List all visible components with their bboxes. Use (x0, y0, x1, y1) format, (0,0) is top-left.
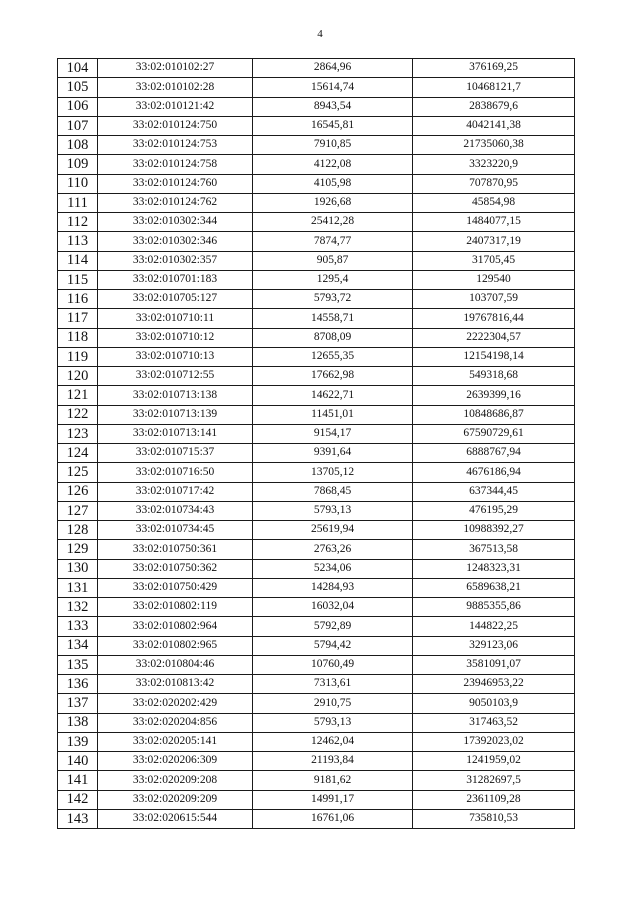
area-cell: 5792,89 (253, 617, 413, 636)
row-number-cell: 133 (58, 617, 98, 636)
value-cell: 144822,25 (413, 617, 575, 636)
cadastral-number-cell: 33:02:010124:750 (98, 116, 253, 135)
area-cell: 7313,61 (253, 675, 413, 694)
table-row (58, 521, 575, 540)
row-number-cell: 136 (58, 675, 98, 694)
row-number-cell: 129 (58, 540, 98, 559)
area-cell: 12655,35 (253, 347, 413, 366)
table-row (58, 116, 575, 135)
table-row (58, 309, 575, 328)
table-row (58, 59, 575, 78)
row-number-cell: 135 (58, 655, 98, 674)
value-cell: 1248323,31 (413, 559, 575, 578)
value-cell: 17392023,02 (413, 732, 575, 751)
cadastral-number-cell: 33:02:010734:43 (98, 501, 253, 520)
table-row (58, 424, 575, 443)
area-cell: 7910,85 (253, 136, 413, 155)
value-cell: 549318,68 (413, 367, 575, 386)
value-cell: 376169,25 (413, 59, 575, 78)
area-cell: 16761,06 (253, 809, 413, 828)
cadastral-number-cell: 33:02:010713:139 (98, 405, 253, 424)
row-number-cell: 127 (58, 501, 98, 520)
cadastral-number-cell: 33:02:010750:361 (98, 540, 253, 559)
area-cell: 12462,04 (253, 732, 413, 751)
value-cell: 707870,95 (413, 174, 575, 193)
row-number-cell: 114 (58, 251, 98, 270)
table-row (58, 97, 575, 116)
cadastral-number-cell: 33:02:010102:28 (98, 78, 253, 97)
row-number-cell: 107 (58, 116, 98, 135)
cadastral-number-cell: 33:02:010121:42 (98, 97, 253, 116)
cadastral-number-cell: 33:02:010102:27 (98, 59, 253, 78)
value-cell: 12154198,14 (413, 347, 575, 366)
value-cell: 9885355,86 (413, 598, 575, 617)
cadastral-number-cell: 33:02:010804:46 (98, 655, 253, 674)
cadastral-number-cell: 33:02:010124:760 (98, 174, 253, 193)
cadastral-number-cell: 33:02:010715:37 (98, 444, 253, 463)
area-cell: 14558,71 (253, 309, 413, 328)
row-number-cell: 141 (58, 771, 98, 790)
area-cell: 9181,62 (253, 771, 413, 790)
cadastral-number-cell: 33:02:010813:42 (98, 675, 253, 694)
cadastral-number-cell: 33:02:020615:544 (98, 809, 253, 828)
page-number: 4 (317, 28, 323, 40)
area-cell: 1295,4 (253, 270, 413, 289)
table-row (58, 617, 575, 636)
value-cell: 6888767,94 (413, 444, 575, 463)
cadastral-number-cell: 33:02:010717:42 (98, 482, 253, 501)
row-number-cell: 130 (58, 559, 98, 578)
row-number-cell: 124 (58, 444, 98, 463)
value-cell: 129540 (413, 270, 575, 289)
cadastral-number-cell: 33:02:010802:119 (98, 598, 253, 617)
row-number-cell: 139 (58, 732, 98, 751)
area-cell: 11451,01 (253, 405, 413, 424)
table-row (58, 578, 575, 597)
area-cell: 2763,26 (253, 540, 413, 559)
row-number-cell: 132 (58, 598, 98, 617)
cadastral-number-cell: 33:02:010710:12 (98, 328, 253, 347)
table-row (58, 598, 575, 617)
table-row (58, 732, 575, 751)
table-row (58, 78, 575, 97)
table-row (58, 655, 575, 674)
table-body (58, 59, 575, 829)
table-row (58, 444, 575, 463)
value-cell: 21735060,38 (413, 136, 575, 155)
area-cell: 7868,45 (253, 482, 413, 501)
cadastral-number-cell: 33:02:010750:362 (98, 559, 253, 578)
value-cell: 2222304,57 (413, 328, 575, 347)
table-row (58, 251, 575, 270)
area-cell: 5793,13 (253, 501, 413, 520)
table-row (58, 463, 575, 482)
table-row (58, 694, 575, 713)
row-number-cell: 121 (58, 386, 98, 405)
cadastral-number-cell: 33:02:010124:762 (98, 193, 253, 212)
table-row (58, 405, 575, 424)
table-row (58, 809, 575, 828)
cadastral-number-cell: 33:02:020206:309 (98, 752, 253, 771)
cadastral-number-cell: 33:02:010705:127 (98, 290, 253, 309)
value-cell: 31282697,5 (413, 771, 575, 790)
table-row (58, 193, 575, 212)
row-number-cell: 111 (58, 193, 98, 212)
table-row (58, 386, 575, 405)
cadastral-number-cell: 33:02:010712:55 (98, 367, 253, 386)
value-cell: 9050103,9 (413, 694, 575, 713)
cadastral-number-cell: 33:02:020204:856 (98, 713, 253, 732)
value-cell: 329123,06 (413, 636, 575, 655)
area-cell: 8708,09 (253, 328, 413, 347)
table-row (58, 713, 575, 732)
area-cell: 15614,74 (253, 78, 413, 97)
value-cell: 2361109,28 (413, 790, 575, 809)
value-cell: 4676186,94 (413, 463, 575, 482)
value-cell: 31705,45 (413, 251, 575, 270)
value-cell: 2838679,6 (413, 97, 575, 116)
table-row (58, 347, 575, 366)
table-row (58, 290, 575, 309)
row-number-cell: 125 (58, 463, 98, 482)
area-cell: 1926,68 (253, 193, 413, 212)
row-number-cell: 128 (58, 521, 98, 540)
cadastral-number-cell: 33:02:020209:209 (98, 790, 253, 809)
row-number-cell: 112 (58, 213, 98, 232)
area-cell: 25412,28 (253, 213, 413, 232)
value-cell: 4042141,38 (413, 116, 575, 135)
area-cell: 14622,71 (253, 386, 413, 405)
cadastral-number-cell: 33:02:010124:758 (98, 155, 253, 174)
row-number-cell: 108 (58, 136, 98, 155)
value-cell: 2407317,19 (413, 232, 575, 251)
row-number-cell: 142 (58, 790, 98, 809)
row-number-cell: 131 (58, 578, 98, 597)
cadastral-number-cell: 33:02:010302:346 (98, 232, 253, 251)
value-cell: 19767816,44 (413, 309, 575, 328)
cadastral-number-cell: 33:02:010710:13 (98, 347, 253, 366)
table-row (58, 501, 575, 520)
cadastral-number-cell: 33:02:010716:50 (98, 463, 253, 482)
value-cell: 317463,52 (413, 713, 575, 732)
area-cell: 10760,49 (253, 655, 413, 674)
row-number-cell: 113 (58, 232, 98, 251)
row-number-cell: 116 (58, 290, 98, 309)
area-cell: 16545,81 (253, 116, 413, 135)
cadastral-number-cell: 33:02:010713:138 (98, 386, 253, 405)
value-cell: 67590729,61 (413, 424, 575, 443)
cadastral-number-cell: 33:02:010710:11 (98, 309, 253, 328)
row-number-cell: 140 (58, 752, 98, 771)
table-row (58, 328, 575, 347)
row-number-cell: 138 (58, 713, 98, 732)
row-number-cell: 122 (58, 405, 98, 424)
table-row (58, 155, 575, 174)
cadastral-number-cell: 33:02:010701:183 (98, 270, 253, 289)
area-cell: 7874,77 (253, 232, 413, 251)
cadastral-number-cell: 33:02:020209:208 (98, 771, 253, 790)
area-cell: 2910,75 (253, 694, 413, 713)
row-number-cell: 104 (58, 59, 98, 78)
table-row (58, 213, 575, 232)
value-cell: 1241959,02 (413, 752, 575, 771)
area-cell: 14284,93 (253, 578, 413, 597)
row-number-cell: 134 (58, 636, 98, 655)
row-number-cell: 118 (58, 328, 98, 347)
value-cell: 103707,59 (413, 290, 575, 309)
table-row (58, 752, 575, 771)
area-cell: 17662,98 (253, 367, 413, 386)
row-number-cell: 117 (58, 309, 98, 328)
table-row (58, 482, 575, 501)
area-cell: 9391,64 (253, 444, 413, 463)
table-row (58, 636, 575, 655)
area-cell: 4105,98 (253, 174, 413, 193)
cadastral-number-cell: 33:02:010302:344 (98, 213, 253, 232)
area-cell: 25619,94 (253, 521, 413, 540)
table-row (58, 771, 575, 790)
row-number-cell: 105 (58, 78, 98, 97)
value-cell: 10468121,7 (413, 78, 575, 97)
value-cell: 10988392,27 (413, 521, 575, 540)
area-cell: 4122,08 (253, 155, 413, 174)
table-row (58, 136, 575, 155)
value-cell: 735810,53 (413, 809, 575, 828)
row-number-cell: 115 (58, 270, 98, 289)
cadastral-number-cell: 33:02:010802:965 (98, 636, 253, 655)
row-number-cell: 137 (58, 694, 98, 713)
value-cell: 45854,98 (413, 193, 575, 212)
value-cell: 3323220,9 (413, 155, 575, 174)
table-row (58, 232, 575, 251)
value-cell: 637344,45 (413, 482, 575, 501)
area-cell: 9154,17 (253, 424, 413, 443)
row-number-cell: 109 (58, 155, 98, 174)
value-cell: 10848686,87 (413, 405, 575, 424)
row-number-cell: 126 (58, 482, 98, 501)
area-cell: 14991,17 (253, 790, 413, 809)
table-row (58, 559, 575, 578)
row-number-cell: 120 (58, 367, 98, 386)
area-cell: 5793,13 (253, 713, 413, 732)
cadastral-number-cell: 33:02:010302:357 (98, 251, 253, 270)
value-cell: 2639399,16 (413, 386, 575, 405)
area-cell: 5794,42 (253, 636, 413, 655)
area-cell: 16032,04 (253, 598, 413, 617)
table-row (58, 790, 575, 809)
cadastral-number-cell: 33:02:010734:45 (98, 521, 253, 540)
table-row (58, 675, 575, 694)
row-number-cell: 119 (58, 347, 98, 366)
row-number-cell: 110 (58, 174, 98, 193)
table-row (58, 174, 575, 193)
cadastral-number-cell: 33:02:010713:141 (98, 424, 253, 443)
value-cell: 3581091,07 (413, 655, 575, 674)
table-row (58, 367, 575, 386)
value-cell: 23946953,22 (413, 675, 575, 694)
area-cell: 905,87 (253, 251, 413, 270)
value-cell: 476195,29 (413, 501, 575, 520)
table-row (58, 540, 575, 559)
cadastral-number-cell: 33:02:010802:964 (98, 617, 253, 636)
value-cell: 367513,58 (413, 540, 575, 559)
area-cell: 2864,96 (253, 59, 413, 78)
row-number-cell: 123 (58, 424, 98, 443)
row-number-cell: 143 (58, 809, 98, 828)
row-number-cell: 106 (58, 97, 98, 116)
value-cell: 1484077,15 (413, 213, 575, 232)
value-cell: 6589638,21 (413, 578, 575, 597)
cadastral-number-cell: 33:02:010750:429 (98, 578, 253, 597)
area-cell: 21193,84 (253, 752, 413, 771)
area-cell: 13705,12 (253, 463, 413, 482)
cadastral-number-cell: 33:02:020202:429 (98, 694, 253, 713)
area-cell: 5234,06 (253, 559, 413, 578)
data-table (57, 58, 575, 829)
area-cell: 5793,72 (253, 290, 413, 309)
area-cell: 8943,54 (253, 97, 413, 116)
table-row (58, 270, 575, 289)
cadastral-number-cell: 33:02:010124:753 (98, 136, 253, 155)
cadastral-number-cell: 33:02:020205:141 (98, 732, 253, 751)
